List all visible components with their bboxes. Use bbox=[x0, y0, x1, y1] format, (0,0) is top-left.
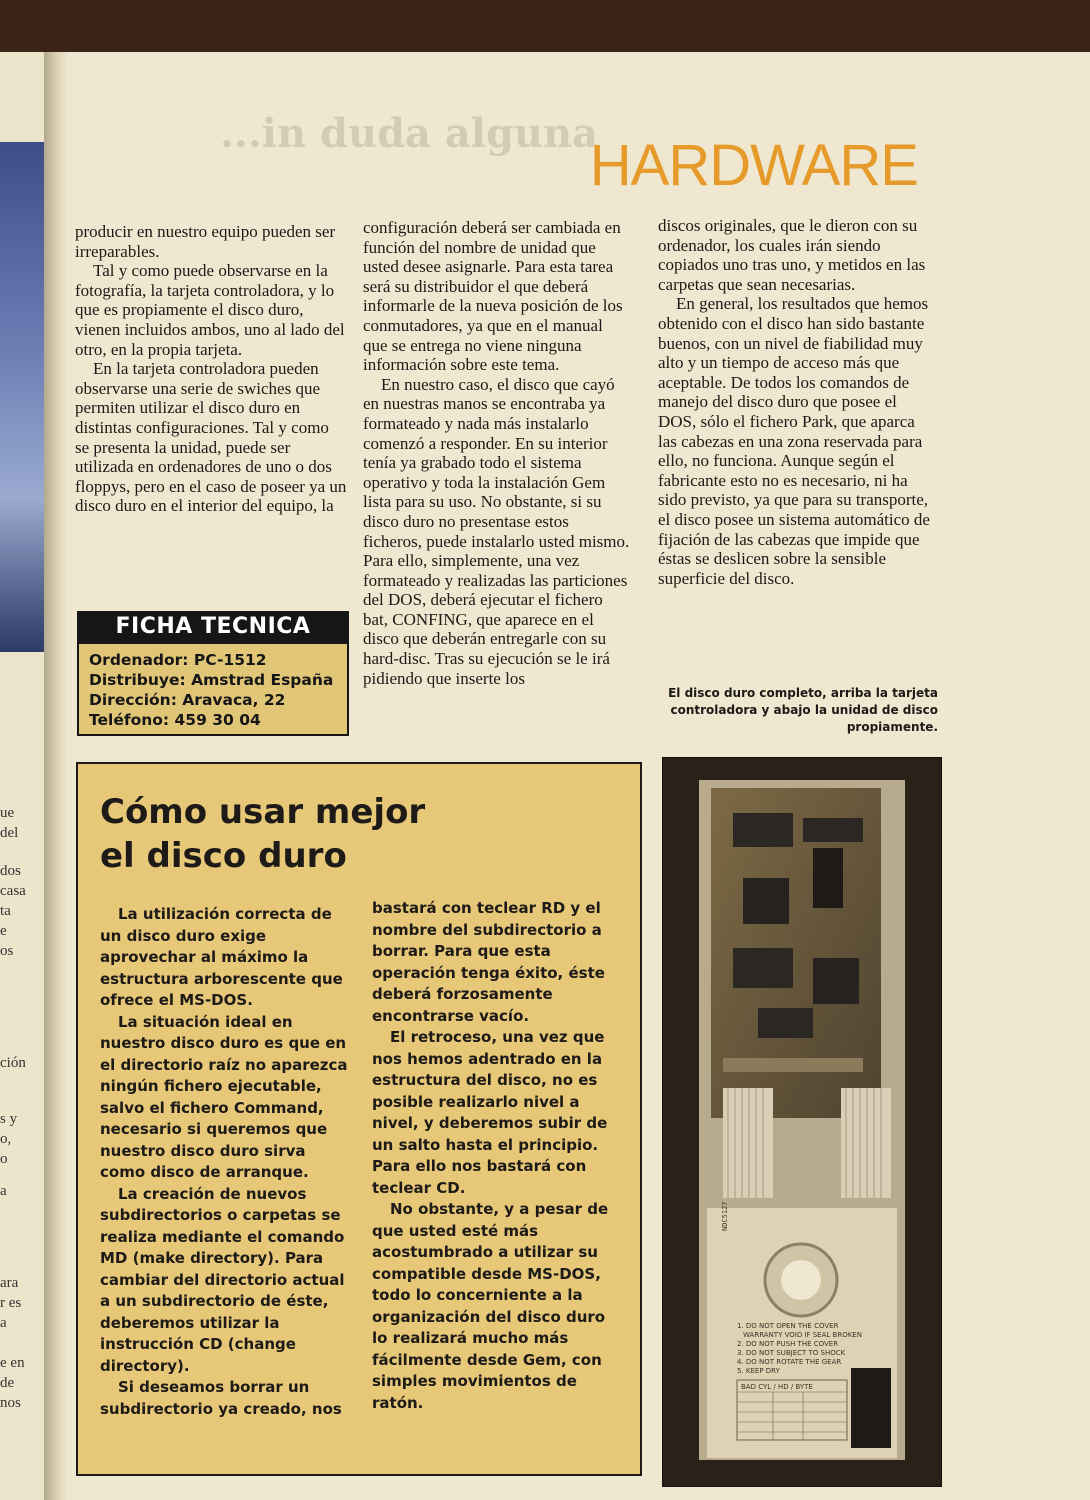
paragraph: La situación ideal en nuestro disco duro es que en el directorio raíz no aparezca ningún fichero ejecutable, salvo el fichero Command, necesario si queremos que nuestro disco duro sirva como disco de arranque. bbox=[100, 1012, 348, 1181]
paragraph: discos originales, que le dieron con su ordenador, los cuales irán siendo copiados uno tras uno, y metidos en las carpetas que sean necesarias. bbox=[658, 216, 926, 294]
adjacent-page-text-fragment: s y bbox=[0, 1111, 18, 1127]
sidebar-column-2 bbox=[372, 898, 624, 1414]
paragraph: La utilización correcta de un disco duro exige aprovechar al máximo la estructura arborescente que ofrece el MS-DOS. bbox=[100, 905, 343, 1009]
paragraph: El retroceso, una vez que nos hemos adentrado en la estructura del disco, no es posible realizarlo nivel a nivel, y deberemos subir de un salto hasta el principio. Para ello nos bastará con teclear CD. bbox=[372, 1028, 608, 1197]
adjacent-page-text-fragment: os bbox=[0, 943, 14, 959]
article-column-1 bbox=[75, 222, 347, 516]
spec-sheet-title: FICHA TECNICA bbox=[77, 611, 349, 642]
paragraph: No obstante, y a pesar de que usted esté más acostumbrado a utilizar su compatible desde MS-DOS, todo lo concerniente a la organización del disco duro lo realizará mucho más fácilmente desde Gem, con simples movimientos de ratón. bbox=[372, 1200, 609, 1412]
adjacent-page-text-fragment: o, bbox=[0, 1131, 12, 1147]
svg-text:WARRANTY VOID IF SEAL BROKEN: WARRANTY VOID IF SEAL BROKEN bbox=[743, 1331, 862, 1339]
adjacent-page-text-fragment: dos bbox=[0, 863, 21, 879]
paragraph: Si deseamos borrar un subdirectorio ya creado, nos bbox=[100, 1378, 342, 1418]
adjacent-page-text-fragment: ue bbox=[0, 805, 15, 821]
svg-text:1. DO NOT OPEN THE COVER: 1. DO NOT OPEN THE COVER bbox=[737, 1322, 839, 1330]
adjacent-page-text-fragment: e en bbox=[0, 1355, 25, 1371]
sidebar-title-line: el disco duro bbox=[100, 836, 347, 876]
article-column-2 bbox=[363, 218, 631, 688]
spec-sheet-body bbox=[77, 642, 349, 736]
svg-text:2. DO NOT PUSH THE COVER: 2. DO NOT PUSH THE COVER bbox=[737, 1340, 839, 1348]
adjacent-page-text-fragment: ara bbox=[0, 1275, 19, 1291]
hard-disk-photo bbox=[662, 757, 942, 1487]
adjacent-page-text-fragment: r es bbox=[0, 1295, 22, 1311]
adjacent-page-text-fragment: a bbox=[0, 1183, 7, 1199]
adjacent-page-text-fragment: del bbox=[0, 825, 19, 841]
adjacent-page-text-fragment: a bbox=[0, 1315, 7, 1331]
paragraph: La creación de nuevos subdirectorios o carpetas se realiza mediante el comando MD (make directory). Para cambiar del directorio actual a un subdirectorio de éste, deberemos utilizar la instrucción CD (change directory). bbox=[100, 1184, 345, 1375]
page-gutter bbox=[44, 52, 68, 1500]
svg-text:3. DO NOT SUBJECT TO SHOCK: 3. DO NOT SUBJECT TO SHOCK bbox=[737, 1349, 846, 1357]
article-column-3 bbox=[658, 216, 930, 588]
show-through-headline: ...in duda alguna bbox=[220, 110, 599, 157]
adjacent-page-text-fragment: o bbox=[0, 1151, 8, 1167]
spec-line: Distribuye: Amstrad España bbox=[89, 671, 334, 689]
adjacent-page-text-fragment: e bbox=[0, 923, 7, 939]
adjacent-page-text-fragment: casa bbox=[0, 883, 26, 899]
pcb-label: NDC5127 bbox=[721, 1201, 729, 1231]
svg-text:5. KEEP DRY: 5. KEEP DRY bbox=[737, 1367, 780, 1375]
sidebar-box bbox=[76, 762, 642, 1476]
paragraph: Tal y como puede observarse en la fotografía, la tarjeta controladora, y lo que es propiamente el disco duro, vienen incluidos ambos, uno al lado del otro, en la propia tarjeta. bbox=[75, 261, 345, 359]
photo-caption: El disco duro completo, arriba la tarjeta controladora y abajo la unidad de disco propiamente. bbox=[668, 686, 938, 734]
adjacent-page-text-fragment: nos bbox=[0, 1395, 21, 1411]
sidebar-title bbox=[100, 790, 425, 878]
sidebar-column-1 bbox=[100, 904, 352, 1420]
spec-line: Dirección: Aravaca, 22 bbox=[89, 691, 286, 709]
paragraph: En la tarjeta controladora pueden observarse una serie de swiches que permiten utilizar el disco duro en distintas configuraciones. Tal y como se presenta la unidad, puede ser utilizada en ordenadores de uno o dos floppys, pero en el caso de poseer ya un disco duro en el interior del equipo, la bbox=[75, 359, 347, 516]
paragraph: producir en nuestro equipo pueden ser irreparables. bbox=[75, 222, 336, 261]
paragraph: configuración deberá ser cambiada en función del nombre de unidad que usted desee asignarle. Para esta tarea será su distribuidor el que deberá informarle de la nueva posición de los conmutadores, ya que en el manual que se entrega no viene ninguna información sobre este tema. bbox=[363, 218, 623, 375]
adjacent-page-photo bbox=[0, 142, 48, 652]
svg-text:4. DO NOT ROTATE THE GEAR: 4. DO NOT ROTATE THE GEAR bbox=[737, 1358, 842, 1366]
sidebar-title-line: Cómo usar mejor bbox=[100, 792, 426, 832]
paragraph: bastará con teclear RD y el nombre del subdirectorio a borrar. Para que esta operación tenga éxito, éste deberá forzosamente encontrarse vacío. bbox=[372, 899, 605, 1025]
section-title: HARDWARE bbox=[589, 133, 918, 198]
adjacent-page-text-fragment: ta bbox=[0, 903, 11, 919]
bad-sector-table-header: BAD CYL / HD / BYTE bbox=[741, 1383, 813, 1391]
spec-line: Ordenador: PC-1512 bbox=[89, 651, 267, 669]
adjacent-page-strip bbox=[0, 52, 48, 1500]
spec-line: Teléfono: 459 30 04 bbox=[89, 711, 261, 729]
paragraph: En nuestro caso, el disco que cayó en nuestras manos se encontraba ya formateado y nada más instalarlo comenzó a responder. En su interior tenía ya grabado todo el sistema operativo y toda la instalación Gem lista para su uso. No obstante, si su disco duro no presentase estos ficheros, puede instalarlo usted mismo. Para ello, simplemente, una vez formateado y realizadas las particiones del DOS, deberá ejecutar el fichero bat, CONFING, que aparece en el disco que deberán entregarle con su hard-disc. Tras su ejecución se le irá pidiendo que inserte los bbox=[363, 374, 630, 688]
adjacent-page-text-fragment: de bbox=[0, 1375, 15, 1391]
adjacent-page-text-fragment: ción bbox=[0, 1055, 26, 1071]
spec-sheet bbox=[77, 611, 349, 736]
paragraph: En general, los resultados que hemos obtenido con el disco han sido bastante buenos, con un nivel de fiabilidad muy alto y un tiempo de acceso más que aceptable. De todos los comandos de manejo del disco duro que posee el DOS, sólo el fichero Park, que aparca las cabezas en una zona reservada para ello, no funciona. Aunque según el fabricante esto no es necesario, ni ha sido previsto, ya que para su transporte, el disco posee un sistema automático de fijación de las cabezas que impide que éstas se deslicen sobre la sensible superficie del disco. bbox=[658, 294, 930, 588]
